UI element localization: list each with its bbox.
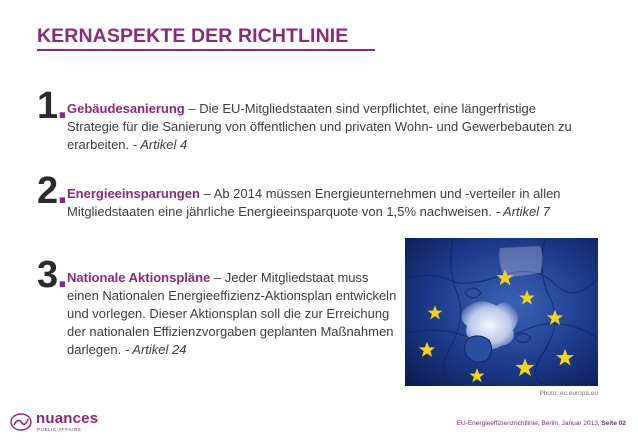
nuances-logo-icon bbox=[10, 413, 32, 431]
article-ref: - Artikel 4 bbox=[132, 137, 188, 152]
title-underline bbox=[37, 49, 375, 51]
photo-credit: Photo: ec.europa.eu bbox=[539, 390, 598, 397]
nuances-logo: nuances PUBLIC AFFAIRS bbox=[10, 410, 130, 438]
footer: EU-Energieeffizienzrichtlinie, Berlin, Januar 2013, Seite 02 bbox=[456, 420, 626, 427]
article-ref: - Artikel 24 bbox=[124, 342, 187, 357]
item-heading: Gebäudesanierung bbox=[67, 101, 185, 116]
item-number: 1. bbox=[37, 85, 67, 127]
item-number: 3. bbox=[37, 254, 67, 296]
item-text: Gebäudesanierung – Die EU-Mitgliedstaaten sind verpflichtet, eine längerfristige Strategie für die Sanierung von öffentlichen und privaten Wohn- und Gewerbebauten zu erarbeiten. - Artikel 4 bbox=[67, 101, 572, 152]
item-number: 2. bbox=[37, 170, 67, 212]
item-heading: Nationale Aktionspläne bbox=[67, 270, 211, 285]
item-heading: Energieeinsparungen bbox=[67, 186, 200, 201]
eu-puzzle-photo bbox=[405, 238, 598, 386]
item-text: Nationale Aktionspläne – Jeder Mitgliedstaat muss einen Nationalen Energieeffizienz-Aktionsplan entwickeln und vorlegen. Dieser Aktionsplan soll die zur Erreichung der nationalen Effizienzvorgaben geplanten Maßnahmen darlegen. - Artikel 24 bbox=[67, 270, 397, 357]
page-number: Seite 02 bbox=[601, 420, 626, 427]
item-text: Energieeinsparungen – Ab 2014 müssen Energieunternehmen und -verteiler in allen Mitgliedstaaten eine jährliche Energieeinsparquote von 1,5% nachweisen. - Artikel 7 bbox=[67, 186, 561, 219]
page-title: KERNASPEKTE DER RICHTLINIE bbox=[37, 25, 349, 47]
article-ref: - Artikel 7 bbox=[495, 204, 550, 219]
